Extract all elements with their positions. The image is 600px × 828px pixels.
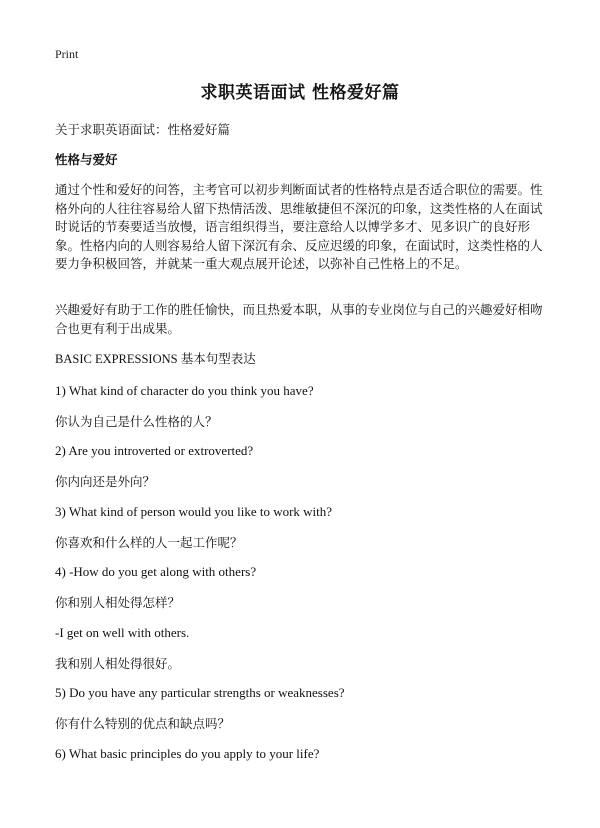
expressions-heading: BASIC EXPRESSIONS 基本句型表达 (55, 352, 256, 366)
expression-zh: 你有什么特别的优点和缺点吗？ (55, 716, 231, 731)
page-subtitle: 关于求职英语面试：性格爱好篇 (55, 122, 231, 137)
expression-en: 6) What basic principles do you apply to your life? (55, 746, 320, 761)
expression-zh: 你喜欢和什么样的人一起工作呢？ (55, 535, 243, 550)
expression-en: 1) What kind of character do you think you have? (55, 383, 314, 398)
expression-zh: 我和别人相处得很好。 (55, 656, 181, 671)
expression-en: 5) Do you have any particular strengths or weaknesses? (55, 685, 345, 700)
page-title: 求职英语面试 性格爱好篇 (200, 83, 400, 103)
expression-en: 4) -How do you get along with others? (55, 564, 257, 579)
expression-zh: 你认为自己是什么性格的人？ (55, 414, 218, 429)
section-heading: 性格与爱好 (55, 152, 118, 167)
intro-paragraph-1: 通过个性和爱好的问答，主考官可以初步判断面试者的性格特点是否适合职位的需要。性格外向的人往往容易给人留下热情活泼、思维敏捷但不深沉的印象，这类性格的人在面试时说话的节奏要适当放慢，语言组织得当，要注意给人以博学多才、见多识广的良好形象。性格内向的人则容易给人留下深沉有余、反应迟缓的印象，在面试时，这类性格的人要力争积极回答，并就某一重大观点展开论述，以弥补自己性格上的不足。 (55, 182, 543, 271)
expression-zh: 你和别人相处得怎样？ (55, 595, 181, 610)
print-link[interactable]: Print (55, 47, 79, 61)
intro-paragraph-2: 兴趣爱好有助于工作的胜任愉快，而且热爱本职，从事的专业岗位与自己的兴趣爱好相吻合也更有利于出成果。 (55, 302, 543, 336)
expression-en: 2) Are you introverted or extroverted? (55, 443, 254, 458)
expression-en: 3) What kind of person would you like to work with? (55, 504, 333, 519)
expression-en: -I get on well with others. (55, 625, 190, 640)
expression-zh: 你内向还是外向？ (55, 474, 156, 489)
